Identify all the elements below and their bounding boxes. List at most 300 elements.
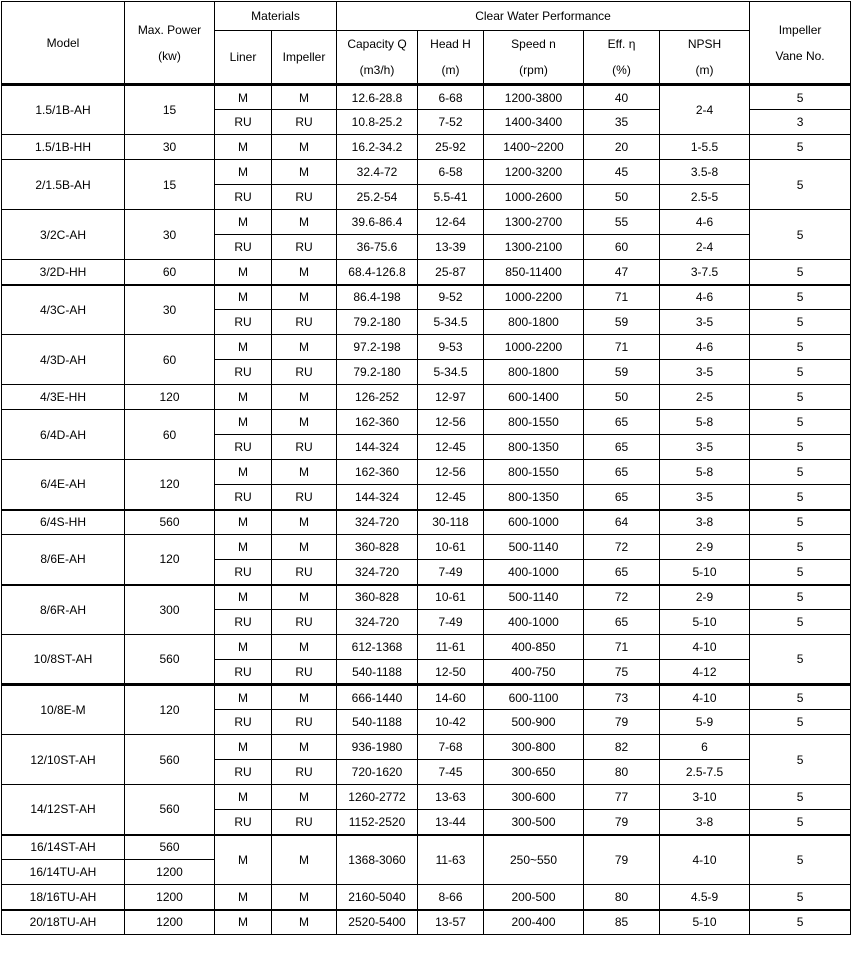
cell-head: 13-57 xyxy=(418,910,484,935)
cell-eff: 65 xyxy=(584,560,660,585)
cell-head: 7-52 xyxy=(418,110,484,135)
cell-vane: 5 xyxy=(750,335,851,360)
cell-vane: 5 xyxy=(750,135,851,160)
npsh-label: NPSH xyxy=(687,37,722,51)
cell-capacity: 39.6-86.4 xyxy=(337,210,418,235)
cell-npsh: 2-5 xyxy=(660,385,750,410)
cell-capacity: 612-1368 xyxy=(337,635,418,660)
cell-npsh: 1-5.5 xyxy=(660,135,750,160)
cell-vane: 5 xyxy=(750,210,851,260)
cell-liner: RU xyxy=(215,235,272,260)
cell-liner: M xyxy=(215,260,272,285)
cell-model: 8/6R-AH xyxy=(2,585,125,635)
cell-liner: M xyxy=(215,210,272,235)
table-row xyxy=(2,460,851,485)
cell-liner: RU xyxy=(215,485,272,510)
cell-eff: 79 xyxy=(584,710,660,735)
cell-power: 560 xyxy=(125,510,215,535)
cell-impeller: RU xyxy=(272,810,337,835)
cell-eff: 73 xyxy=(584,685,660,710)
cell-impeller: M xyxy=(272,260,337,285)
speed-unit: (rpm) xyxy=(519,63,548,77)
cell-head: 5.5-41 xyxy=(418,185,484,210)
cell-vane: 5 xyxy=(750,385,851,410)
cell-power: 15 xyxy=(125,160,215,210)
cell-eff: 59 xyxy=(584,310,660,335)
cell-eff: 77 xyxy=(584,785,660,810)
table-row xyxy=(2,210,851,235)
table-row xyxy=(2,585,851,610)
cell-vane: 5 xyxy=(750,560,851,585)
cell-eff: 59 xyxy=(584,360,660,385)
cell-eff: 71 xyxy=(584,285,660,310)
cell-head: 7-45 xyxy=(418,760,484,785)
cell-power: 60 xyxy=(125,260,215,285)
cell-speed: 400-750 xyxy=(484,660,584,685)
cell-capacity: 324-720 xyxy=(337,610,418,635)
cell-liner: RU xyxy=(215,610,272,635)
cell-liner: M xyxy=(215,135,272,160)
cell-speed: 800-1550 xyxy=(484,410,584,435)
col-header-materials: Materials xyxy=(215,2,337,31)
capacity-label: Capacity Q xyxy=(347,37,407,51)
cell-liner: M xyxy=(215,885,272,910)
cell-eff: 45 xyxy=(584,160,660,185)
cell-speed: 1000-2600 xyxy=(484,185,584,210)
table-row xyxy=(2,135,851,160)
head-label: Head H xyxy=(430,37,471,51)
cell-head: 6-58 xyxy=(418,160,484,185)
cell-liner: RU xyxy=(215,310,272,335)
cell-head: 12-56 xyxy=(418,410,484,435)
cell-power: 1200 xyxy=(125,885,215,910)
cell-impeller: RU xyxy=(272,435,337,460)
cell-eff: 65 xyxy=(584,460,660,485)
cell-eff: 64 xyxy=(584,510,660,535)
cell-head: 11-63 xyxy=(418,835,484,885)
cell-liner: M xyxy=(215,910,272,935)
cell-head: 7-68 xyxy=(418,735,484,760)
cell-head: 5-34.5 xyxy=(418,310,484,335)
cell-speed: 500-1140 xyxy=(484,535,584,560)
cell-eff: 80 xyxy=(584,760,660,785)
cell-capacity: 36-75.6 xyxy=(337,235,418,260)
cell-head: 14-60 xyxy=(418,685,484,710)
cell-head: 12-45 xyxy=(418,485,484,510)
cell-vane: 5 xyxy=(750,810,851,835)
cell-impeller: M xyxy=(272,385,337,410)
cell-head: 30-118 xyxy=(418,510,484,535)
cell-impeller: M xyxy=(272,510,337,535)
cell-speed: 300-650 xyxy=(484,760,584,785)
cell-vane: 5 xyxy=(750,160,851,210)
cell-speed: 400-1000 xyxy=(484,560,584,585)
table-row xyxy=(2,335,851,360)
cell-head: 7-49 xyxy=(418,610,484,635)
cell-head: 12-50 xyxy=(418,660,484,685)
cell-eff: 71 xyxy=(584,335,660,360)
cell-npsh: 3-5 xyxy=(660,485,750,510)
cell-power: 60 xyxy=(125,410,215,460)
cell-capacity: 1368-3060 xyxy=(337,835,418,885)
cell-impeller: RU xyxy=(272,310,337,335)
speed-label: Speed n xyxy=(511,37,556,51)
cell-liner: M xyxy=(215,285,272,310)
col-header-capacity xyxy=(337,31,418,85)
cell-capacity: 720-1620 xyxy=(337,760,418,785)
table-row xyxy=(2,885,851,910)
cell-power: 15 xyxy=(125,85,215,135)
vane-label-2: Vane No. xyxy=(775,48,825,63)
cell-vane: 5 xyxy=(750,835,851,885)
cell-capacity: 162-360 xyxy=(337,410,418,435)
cell-vane: 5 xyxy=(750,85,851,110)
cell-capacity: 12.6-28.8 xyxy=(337,85,418,110)
capacity-unit: (m3/h) xyxy=(359,63,395,77)
cell-speed: 800-1800 xyxy=(484,360,584,385)
cell-vane: 5 xyxy=(750,785,851,810)
cell-model: 4/3E-HH xyxy=(2,385,125,410)
cell-liner: M xyxy=(215,585,272,610)
cell-capacity: 86.4-198 xyxy=(337,285,418,310)
cell-speed: 1000-2200 xyxy=(484,285,584,310)
cell-npsh: 2-9 xyxy=(660,585,750,610)
cell-impeller: RU xyxy=(272,360,337,385)
cell-vane: 5 xyxy=(750,635,851,685)
cell-npsh: 4-6 xyxy=(660,335,750,360)
cell-npsh: 2-4 xyxy=(660,235,750,260)
table-row xyxy=(2,635,851,660)
table-row xyxy=(2,910,851,935)
cell-power: 120 xyxy=(125,385,215,410)
cell-npsh: 3-8 xyxy=(660,810,750,835)
cell-capacity: 162-360 xyxy=(337,460,418,485)
cell-npsh: 4-12 xyxy=(660,660,750,685)
cell-vane: 5 xyxy=(750,685,851,710)
cell-capacity: 360-828 xyxy=(337,535,418,560)
cell-npsh: 6 xyxy=(660,735,750,760)
cell-head: 12-45 xyxy=(418,435,484,460)
cell-vane: 5 xyxy=(750,410,851,435)
cell-eff: 50 xyxy=(584,385,660,410)
cell-speed: 500-900 xyxy=(484,710,584,735)
cell-impeller: M xyxy=(272,635,337,660)
cell-npsh: 5-8 xyxy=(660,410,750,435)
cell-power: 300 xyxy=(125,585,215,635)
cell-vane: 5 xyxy=(750,285,851,310)
cell-npsh: 4.5-9 xyxy=(660,885,750,910)
cell-liner: RU xyxy=(215,710,272,735)
col-header-impeller: Impeller xyxy=(272,31,337,85)
cell-power: 30 xyxy=(125,210,215,260)
cell-speed: 1400~2200 xyxy=(484,135,584,160)
cell-liner: RU xyxy=(215,760,272,785)
cell-model: 4/3C-AH xyxy=(2,285,125,335)
cell-capacity: 97.2-198 xyxy=(337,335,418,360)
max-power-label: Max. Power xyxy=(137,22,202,37)
cell-eff: 65 xyxy=(584,435,660,460)
cell-eff: 79 xyxy=(584,810,660,835)
cell-eff: 35 xyxy=(584,110,660,135)
cell-impeller: M xyxy=(272,735,337,760)
cell-eff: 80 xyxy=(584,885,660,910)
cell-speed: 800-1350 xyxy=(484,435,584,460)
cell-power: 120 xyxy=(125,535,215,585)
cell-liner: RU xyxy=(215,560,272,585)
cell-impeller: RU xyxy=(272,235,337,260)
cell-head: 9-53 xyxy=(418,335,484,360)
cell-speed: 300-600 xyxy=(484,785,584,810)
cell-speed: 1200-3800 xyxy=(484,85,584,110)
cell-capacity: 10.8-25.2 xyxy=(337,110,418,135)
cell-speed: 800-1350 xyxy=(484,485,584,510)
cell-npsh: 5-10 xyxy=(660,610,750,635)
col-header-clear-water: Clear Water Performance xyxy=(337,2,750,31)
cell-liner: M xyxy=(215,385,272,410)
cell-power: 1200 xyxy=(125,860,215,885)
cell-eff: 47 xyxy=(584,260,660,285)
cell-speed: 1200-3200 xyxy=(484,160,584,185)
table-row xyxy=(2,835,851,860)
cell-head: 10-61 xyxy=(418,535,484,560)
cell-model: 6/4D-AH xyxy=(2,410,125,460)
cell-head: 13-63 xyxy=(418,785,484,810)
cell-head: 6-68 xyxy=(418,85,484,110)
cell-speed: 200-400 xyxy=(484,910,584,935)
cell-impeller: M xyxy=(272,585,337,610)
cell-liner: RU xyxy=(215,810,272,835)
cell-capacity: 79.2-180 xyxy=(337,360,418,385)
cell-impeller: M xyxy=(272,210,337,235)
cell-vane: 5 xyxy=(750,610,851,635)
cell-liner: RU xyxy=(215,360,272,385)
cell-impeller: RU xyxy=(272,660,337,685)
cell-head: 11-61 xyxy=(418,635,484,660)
cell-liner: M xyxy=(215,160,272,185)
cell-impeller: RU xyxy=(272,185,337,210)
cell-eff: 72 xyxy=(584,535,660,560)
cell-eff: 40 xyxy=(584,85,660,110)
col-header-model: Model xyxy=(2,2,125,85)
cell-npsh: 4-10 xyxy=(660,635,750,660)
table-row xyxy=(2,260,851,285)
head-unit: (m) xyxy=(441,63,460,77)
cell-npsh: 2-9 xyxy=(660,535,750,560)
cell-speed: 1300-2700 xyxy=(484,210,584,235)
cell-model: 6/4S-HH xyxy=(2,510,125,535)
cell-capacity: 68.4-126.8 xyxy=(337,260,418,285)
vane-label-1: Impeller xyxy=(778,22,822,37)
table-row xyxy=(2,685,851,710)
cell-head: 25-87 xyxy=(418,260,484,285)
cell-head: 8-66 xyxy=(418,885,484,910)
eff-label: Eff. η xyxy=(607,37,636,51)
cell-speed: 400-1000 xyxy=(484,610,584,635)
cell-capacity: 126-252 xyxy=(337,385,418,410)
cell-vane: 5 xyxy=(750,510,851,535)
cell-impeller: RU xyxy=(272,610,337,635)
cell-vane: 5 xyxy=(750,435,851,460)
cell-eff: 85 xyxy=(584,910,660,935)
cell-capacity: 2160-5040 xyxy=(337,885,418,910)
cell-impeller: M xyxy=(272,785,337,810)
cell-npsh: 2.5-7.5 xyxy=(660,760,750,785)
cell-speed: 250~550 xyxy=(484,835,584,885)
col-header-speed xyxy=(484,31,584,85)
cell-capacity: 324-720 xyxy=(337,560,418,585)
cell-liner: RU xyxy=(215,435,272,460)
cell-vane: 5 xyxy=(750,710,851,735)
cell-liner: M xyxy=(215,85,272,110)
cell-vane: 5 xyxy=(750,260,851,285)
cell-impeller: M xyxy=(272,460,337,485)
col-header-vane-no xyxy=(750,2,851,85)
cell-model: 1.5/1B-AH xyxy=(2,85,125,135)
cell-npsh: 3-10 xyxy=(660,785,750,810)
cell-impeller: M xyxy=(272,910,337,935)
cell-head: 13-44 xyxy=(418,810,484,835)
cell-model: 20/18TU-AH xyxy=(2,910,125,935)
table-row xyxy=(2,385,851,410)
cell-impeller: M xyxy=(272,85,337,110)
cell-speed: 600-1400 xyxy=(484,385,584,410)
cell-npsh: 3.5-8 xyxy=(660,160,750,185)
cell-liner: M xyxy=(215,735,272,760)
cell-liner: M xyxy=(215,535,272,560)
cell-capacity: 16.2-34.2 xyxy=(337,135,418,160)
cell-head: 10-42 xyxy=(418,710,484,735)
cell-liner: RU xyxy=(215,185,272,210)
cell-speed: 1400-3400 xyxy=(484,110,584,135)
col-header-npsh xyxy=(660,31,750,85)
cell-eff: 72 xyxy=(584,585,660,610)
cell-speed: 600-1100 xyxy=(484,685,584,710)
cell-impeller: RU xyxy=(272,560,337,585)
cell-capacity: 666-1440 xyxy=(337,685,418,710)
cell-liner: M xyxy=(215,685,272,710)
cell-model: 16/14TU-AH xyxy=(2,860,125,885)
cell-speed: 300-500 xyxy=(484,810,584,835)
cell-speed: 850-11400 xyxy=(484,260,584,285)
cell-npsh: 4-6 xyxy=(660,285,750,310)
cell-power: 60 xyxy=(125,335,215,385)
cell-impeller: M xyxy=(272,285,337,310)
cell-impeller: M xyxy=(272,885,337,910)
cell-speed: 200-500 xyxy=(484,885,584,910)
cell-head: 10-61 xyxy=(418,585,484,610)
cell-npsh: 5-10 xyxy=(660,560,750,585)
eff-unit: (%) xyxy=(612,63,631,77)
col-header-liner: Liner xyxy=(215,31,272,85)
cell-capacity: 1152-2520 xyxy=(337,810,418,835)
cell-speed: 1000-2200 xyxy=(484,335,584,360)
cell-speed: 800-1800 xyxy=(484,310,584,335)
cell-capacity: 1260-2772 xyxy=(337,785,418,810)
cell-power: 120 xyxy=(125,460,215,510)
cell-power: 560 xyxy=(125,635,215,685)
cell-speed: 300-800 xyxy=(484,735,584,760)
cell-head: 13-39 xyxy=(418,235,484,260)
cell-power: 30 xyxy=(125,285,215,335)
cell-capacity: 540-1188 xyxy=(337,710,418,735)
cell-model: 10/8ST-AH xyxy=(2,635,125,685)
cell-liner: M xyxy=(215,785,272,810)
cell-model: 8/6E-AH xyxy=(2,535,125,585)
cell-head: 5-34.5 xyxy=(418,360,484,385)
table-row xyxy=(2,735,851,760)
cell-liner: RU xyxy=(215,660,272,685)
cell-npsh: 3-5 xyxy=(660,435,750,460)
cell-vane: 5 xyxy=(750,735,851,785)
cell-head: 12-64 xyxy=(418,210,484,235)
cell-npsh: 5-9 xyxy=(660,710,750,735)
cell-model: 3/2D-HH xyxy=(2,260,125,285)
cell-power: 1200 xyxy=(125,910,215,935)
cell-speed: 600-1000 xyxy=(484,510,584,535)
cell-eff: 65 xyxy=(584,485,660,510)
cell-head: 9-52 xyxy=(418,285,484,310)
cell-impeller: M xyxy=(272,535,337,560)
cell-npsh: 3-8 xyxy=(660,510,750,535)
cell-speed: 400-850 xyxy=(484,635,584,660)
cell-impeller: RU xyxy=(272,760,337,785)
cell-vane: 5 xyxy=(750,310,851,335)
cell-head: 25-92 xyxy=(418,135,484,160)
cell-speed: 800-1550 xyxy=(484,460,584,485)
cell-eff: 75 xyxy=(584,660,660,685)
cell-npsh: 5-8 xyxy=(660,460,750,485)
cell-vane: 5 xyxy=(750,585,851,610)
cell-impeller: M xyxy=(272,410,337,435)
cell-impeller: RU xyxy=(272,710,337,735)
cell-capacity: 32.4-72 xyxy=(337,160,418,185)
cell-liner: M xyxy=(215,460,272,485)
cell-head: 12-97 xyxy=(418,385,484,410)
npsh-unit: (m) xyxy=(695,63,714,77)
cell-model: 3/2C-AH xyxy=(2,210,125,260)
cell-liner: RU xyxy=(215,110,272,135)
col-header-max-power xyxy=(125,2,215,85)
cell-liner: M xyxy=(215,510,272,535)
cell-capacity: 360-828 xyxy=(337,585,418,610)
cell-impeller: RU xyxy=(272,110,337,135)
table-row xyxy=(2,510,851,535)
cell-capacity: 144-324 xyxy=(337,435,418,460)
cell-npsh: 4-10 xyxy=(660,835,750,885)
cell-model: 14/12ST-AH xyxy=(2,785,125,835)
cell-npsh: 3-5 xyxy=(660,360,750,385)
table-row xyxy=(2,535,851,560)
cell-model: 4/3D-AH xyxy=(2,335,125,385)
cell-npsh: 2.5-5 xyxy=(660,185,750,210)
cell-capacity: 144-324 xyxy=(337,485,418,510)
cell-capacity: 540-1188 xyxy=(337,660,418,685)
header-row-top xyxy=(2,2,851,31)
cell-eff: 71 xyxy=(584,635,660,660)
cell-impeller: M xyxy=(272,685,337,710)
cell-eff: 60 xyxy=(584,235,660,260)
cell-vane: 3 xyxy=(750,110,851,135)
cell-speed: 1300-2100 xyxy=(484,235,584,260)
cell-eff: 50 xyxy=(584,185,660,210)
cell-power: 30 xyxy=(125,135,215,160)
cell-liner: M xyxy=(215,835,272,885)
cell-eff: 20 xyxy=(584,135,660,160)
cell-npsh: 3-5 xyxy=(660,310,750,335)
cell-power: 560 xyxy=(125,735,215,785)
max-power-unit: (kw) xyxy=(158,48,181,63)
cell-model: 1.5/1B-HH xyxy=(2,135,125,160)
